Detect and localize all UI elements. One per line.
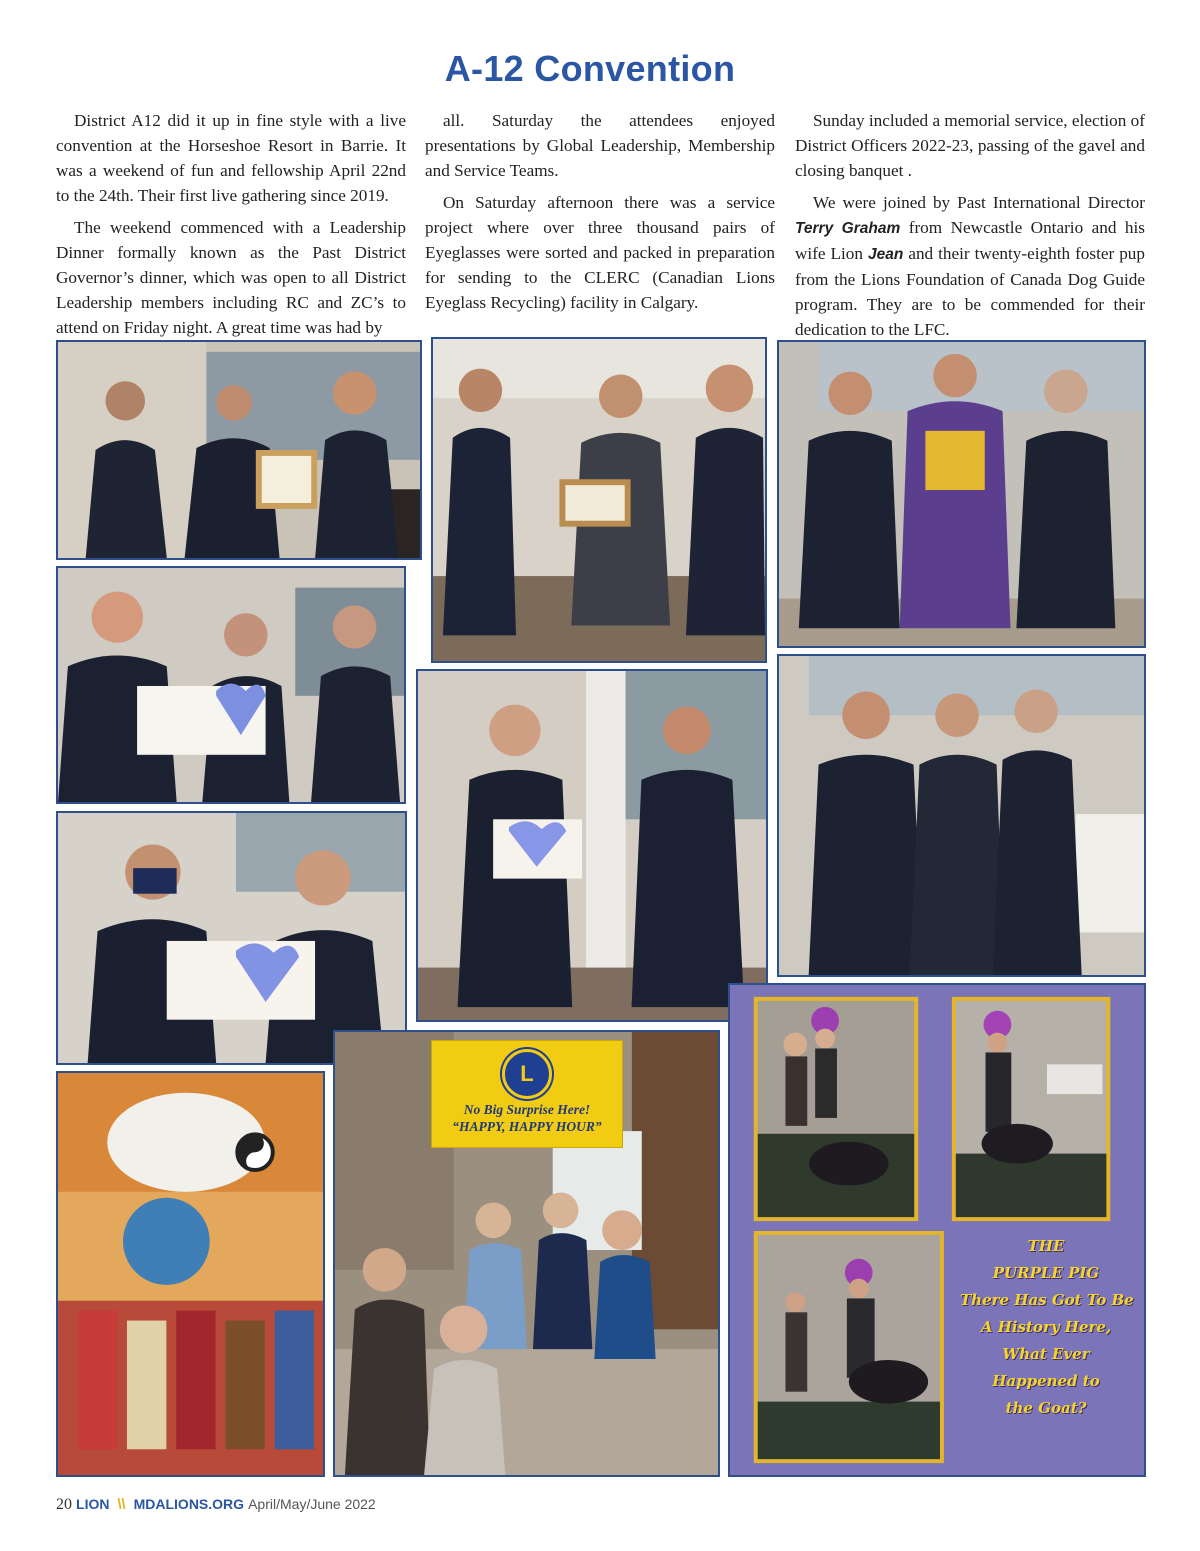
photo-mural-artwork: [56, 1071, 325, 1477]
banner-line-2: “HAPPY, HAPPY HOUR”: [452, 1119, 602, 1134]
magazine-brand: LION: [76, 1496, 110, 1512]
text-run: from Newcastle Ontario and his wife Lion: [795, 218, 1145, 263]
paragraph: On Saturday afternoon there was a service project where over three thousand pairs of Eyeglasses were sorted and packed in preparation for sending to the CLERC (Canadian Lions Eyeglass Recycling) facility in Calgary.: [425, 193, 775, 312]
article-column-3: [795, 108, 1145, 349]
photo-certificate-presentation-1: [56, 340, 422, 560]
photo-heart-certificate-1: [56, 566, 406, 804]
paragraph: The weekend commenced with a Leadership Dinner formally known as the Past District Governor’s dinner, which was open to all District Leadership members including RC and ZC’s to attend on Friday night. A great time was had by: [56, 218, 406, 337]
caption-line: Happened to: [992, 1372, 1100, 1390]
purple-pig-caption: [960, 1233, 1132, 1422]
page-footer: [56, 1496, 376, 1518]
caption-line: What Ever: [1002, 1345, 1090, 1363]
page-number: 20: [56, 1496, 72, 1513]
banner-line-1: No Big Surprise Here!: [463, 1102, 591, 1117]
paragraph: Sunday included a memorial service, election of District Officers 2022-23, passing of the gavel and closing banquet .: [795, 111, 1145, 180]
text-run: We were joined by Past International Director: [813, 193, 1145, 212]
caption-line: A History Here,: [980, 1318, 1112, 1336]
article-column-1: [56, 108, 406, 347]
paragraph: all. Saturday the attendees enjoyed presentations by Global Leadership, Membership and Service Teams.: [425, 111, 775, 180]
photo-heart-certificate-2: [416, 669, 768, 1022]
paragraph: [795, 190, 1145, 342]
page-title: A-12 Convention: [444, 48, 736, 89]
happy-hour-banner: [431, 1040, 623, 1148]
person-name: Jean: [867, 246, 904, 263]
photo-three-men-dining: [777, 654, 1146, 977]
caption-line: the Goat?: [1005, 1399, 1087, 1417]
photo-masked-certificate: [56, 811, 407, 1065]
caption-line: There Has Got To Be: [960, 1291, 1134, 1309]
text-run: and their twenty-eighth foster pup from the Lions Foundation of Canada Dog Guide program. They are to be commended for their dedication to the LFC.: [795, 244, 1145, 339]
caption-line: THE: [1027, 1237, 1065, 1255]
footer-separator: \\: [117, 1497, 126, 1513]
photo-certificate-presentation-2: [431, 337, 767, 663]
photo-three-men: [777, 340, 1146, 648]
person-name: Terry Graham: [795, 220, 901, 237]
caption-line: PURPLE PIG: [992, 1264, 1100, 1282]
lions-logo-icon: L: [502, 1049, 552, 1099]
website-link[interactable]: MDALIONS.ORG: [133, 1496, 245, 1512]
paragraph: District A12 did it up in fine style with a live convention at the Horseshoe Resort in Barrie. It was a weekend of fun and fellowship April 22nd to the 24th. Their first live gathering since 2019.: [56, 111, 406, 205]
article-column-2: [425, 108, 775, 322]
issue-date: April/May/June 2022: [248, 1496, 376, 1512]
